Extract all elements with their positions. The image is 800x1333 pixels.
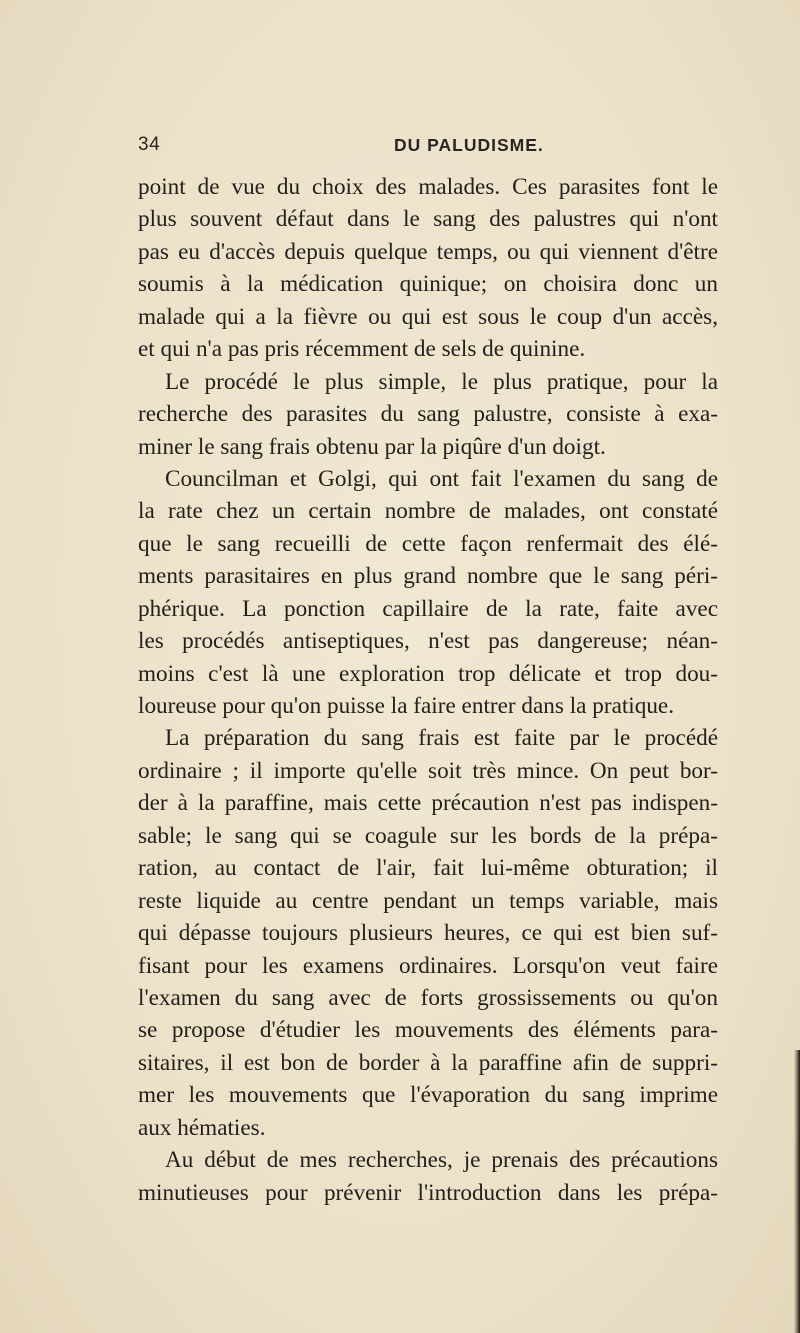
text-line: Councilman et Golgi, qui ont fait l'examen du sang de [165, 465, 718, 492]
text-line: que le sang recueilli de cette façon renfermait des élé- [138, 530, 718, 557]
text-line: sitaires, il est bon de border à la paraffine afin de suppri- [138, 1049, 718, 1076]
text-line: ration, au contact de l'air, fait lui-même obturation; il [138, 855, 718, 882]
text-line: soumis à la médication quinique; on choisira donc un [138, 271, 718, 298]
text-line: malade qui a la fièvre ou qui est sous le coup d'un accès, [138, 303, 718, 330]
text-line: ordinaire ; il importe qu'elle soit très mince. On peut bor- [138, 757, 718, 784]
text-line: reste liquide au centre pendant un temps variable, mais [138, 887, 718, 914]
text-line: moins c'est là une exploration trop délicate et trop dou- [138, 660, 718, 687]
text-line: Au début de mes recherches, je prenais des précautions [165, 1147, 718, 1174]
page-number: 34 [138, 134, 161, 155]
text-line: aux hématies. [138, 1114, 266, 1141]
text-line: fisant pour les examens ordinaires. Lorsqu'on veut faire [138, 952, 718, 979]
running-title: DU PALUDISME. [394, 135, 544, 155]
text-line: miner le sang frais obtenu par la piqûre d'un doigt. [138, 433, 606, 460]
text-line: phérique. La ponction capillaire de la rate, faite avec [138, 595, 718, 622]
text-line: point de vue du choix des malades. Ces parasites font le [138, 174, 718, 200]
text-line: qui dépasse toujours plusieurs heures, ce qui est bien suf- [138, 920, 718, 947]
text-line: et qui n'a pas pris récemment de sels de quinine. [138, 336, 586, 363]
text-line: La préparation du sang frais est faite par le procédé [165, 725, 718, 752]
text-line: l'examen du sang avec de forts grossissements ou qu'on [138, 984, 718, 1011]
text-line: minutieuses pour prévenir l'introduction dans les prépa- [138, 1179, 718, 1206]
text-line: der à la paraffine, mais cette précaution n'est pas indispen- [138, 790, 718, 817]
text-line: pas eu d'accès depuis quelque temps, ou qui viennent d'être [138, 238, 718, 265]
page-edge-shadow [794, 1050, 800, 1333]
text-line: les procédés antiseptiques, n'est pas dangereuse; néan- [138, 628, 718, 655]
text-line: Le procédé le plus simple, le plus pratique, pour la [165, 368, 718, 395]
text-line: recherche des parasites du sang palustre, consiste à exa- [138, 401, 718, 428]
text-line: sable; le sang qui se coagule sur les bords de la prépa- [138, 822, 718, 849]
text-line: loureuse pour qu'on puisse la faire entrer dans la pratique. [138, 693, 675, 719]
text-line: ments parasitaires en plus grand nombre que le sang péri- [138, 563, 718, 590]
page-header [0, 134, 800, 164]
body-text [138, 171, 718, 1209]
text-line: la rate chez un certain nombre de malades, ont constaté [138, 498, 718, 525]
text-line: se propose d'étudier les mouvements des éléments para- [138, 1017, 718, 1044]
text-line: plus souvent défaut dans le sang des palustres qui n'ont [138, 206, 718, 233]
text-line: mer les mouvements que l'évaporation du sang imprime [138, 1082, 718, 1109]
